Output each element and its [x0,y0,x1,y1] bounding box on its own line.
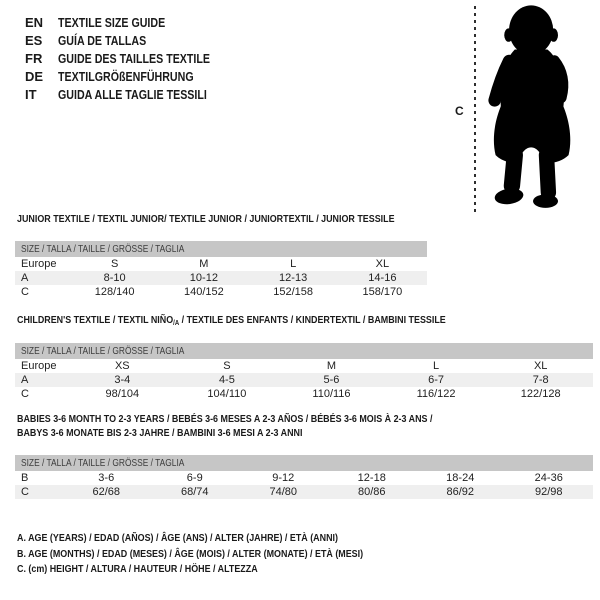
footnotes [17,531,424,578]
cell: 152/158 [273,286,313,298]
cell: 128/140 [94,286,135,298]
junior-textile-section [15,213,427,299]
cell: 68/74 [180,486,209,498]
language-label: TEXTILE SIZE GUIDE [58,15,166,30]
table-row [15,285,427,299]
table-row [15,471,593,485]
cell: Europe [21,360,57,372]
cell: 6-7 [428,374,445,386]
childrens-section-title: CHILDREN'S TEXTILE / TEXTIL NIÑO/A / TEXTILE DES ENFANTS / KINDERTEXTIL / BAMBINI TESSILE [17,314,446,327]
cell: 8-10 [103,272,126,284]
footnote-a: A. AGE (YEARS) / EDAD (AÑOS) / ÂGE (ANS) / ALTER (JAHRE) / ETÀ (ANNI) [17,532,338,544]
cell: 92/98 [534,486,563,498]
junior-size-table [15,257,427,299]
childrens-textile-section [15,314,593,401]
cell: 6-9 [186,472,203,484]
cell: 5-6 [323,374,340,386]
cell: L [290,258,297,270]
babies-section-title: BABIES 3-6 MONTH TO 2-3 YEARS / BEBÉS 3-6 MESES A 2-3 AÑOS / BÉBÉS 3-6 MOIS À 2-3 ANS / BABYS 3-6 MONATE BIS 2-3 JAHRE / BAMBINI 3-6 MESI A 2-3 ANNI [17,413,433,439]
table-row [15,271,427,285]
cell: 158/170 [362,286,403,298]
cell: 62/68 [92,486,121,498]
language-row-es [25,32,243,50]
language-row-fr [25,50,243,68]
babies-size-table [15,471,593,499]
table-row [15,387,593,401]
cell: M [326,360,337,372]
cell: 140/152 [183,286,224,298]
babies-textile-section [15,413,593,499]
language-code: IT [25,87,37,102]
cell: A [21,272,29,284]
language-list [25,14,243,104]
cell: 3-6 [98,472,115,484]
cell: 24-36 [534,472,563,484]
cell: S [223,360,231,372]
cell: A [21,374,29,386]
cell: XL [533,360,548,372]
cell: S [110,258,119,270]
cell: 110/116 [312,388,351,400]
language-label: TEXTILGRÖßENFÜHRUNG [58,69,194,84]
table-row [15,485,593,499]
language-code: DE [25,69,44,84]
table-row [15,359,593,373]
language-label: GUIDE DES TAILLES TEXTILE [58,51,211,66]
footnote-c: C. (cm) HEIGHT / ALTURA / HAUTEUR / HÖHE / ALTEZZA [17,563,258,575]
size-header-bar: SIZE / TALLA / TAILLE / GRÖSSE / TAGLIA [15,455,593,471]
size-header-bar: SIZE / TALLA / TAILLE / GRÖSSE / TAGLIA [15,241,427,257]
cell: M [199,258,209,270]
cell: XS [114,360,130,372]
footnote-b: B. AGE (MONTHS) / EDAD (MESES) / ÂGE (MOIS) / ALTER (MONATE) / ETÀ (MESI) [17,547,364,560]
height-measure-dotted-line [474,6,476,214]
cell: 3-4 [114,374,131,386]
cell: 7-8 [532,374,549,386]
language-code: FR [25,51,43,66]
language-code: EN [25,15,44,30]
cell: 9-12 [272,472,295,484]
junior-section-title: JUNIOR TEXTILE / TEXTIL JUNIOR/ TEXTILE JUNIOR / JUNIORTEXTIL / JUNIOR TESSILE [17,213,395,225]
cell: 86/92 [446,486,475,498]
language-code: ES [25,33,43,48]
cell: 80/86 [357,486,386,498]
baby-silhouette-image [486,3,582,215]
cell: L [433,360,440,372]
table-row [15,373,593,387]
language-row-de [25,68,243,86]
height-marker-label: C [455,104,464,118]
table-row [15,257,427,271]
cell: 4-5 [218,374,235,386]
language-label: GUIDA ALLE TAGLIE TESSILI [58,87,207,102]
cell: 14-16 [368,272,397,284]
cell: 122/128 [520,388,561,400]
cell: 116/122 [416,388,456,400]
childrens-size-table [15,359,593,401]
cell: Europe [21,258,57,270]
language-label: GUÍA DE TALLAS [58,33,147,48]
cell: 104/110 [207,388,247,400]
cell: C [21,486,29,498]
cell: 74/80 [269,486,298,498]
cell: XL [375,258,390,270]
cell: 98/104 [105,388,140,400]
cell: C [21,286,29,298]
language-row-it [25,86,243,104]
title-subscript: /A [173,320,180,327]
cell: 12-18 [357,472,386,484]
cell: 18-24 [446,472,475,484]
size-header-bar: SIZE / TALLA / TAILLE / GRÖSSE / TAGLIA [15,343,593,359]
cell: B [21,472,29,484]
cell: 10-12 [189,272,218,284]
cell: C [21,388,29,400]
cell: 12-13 [279,272,308,284]
language-row-en [25,14,243,32]
